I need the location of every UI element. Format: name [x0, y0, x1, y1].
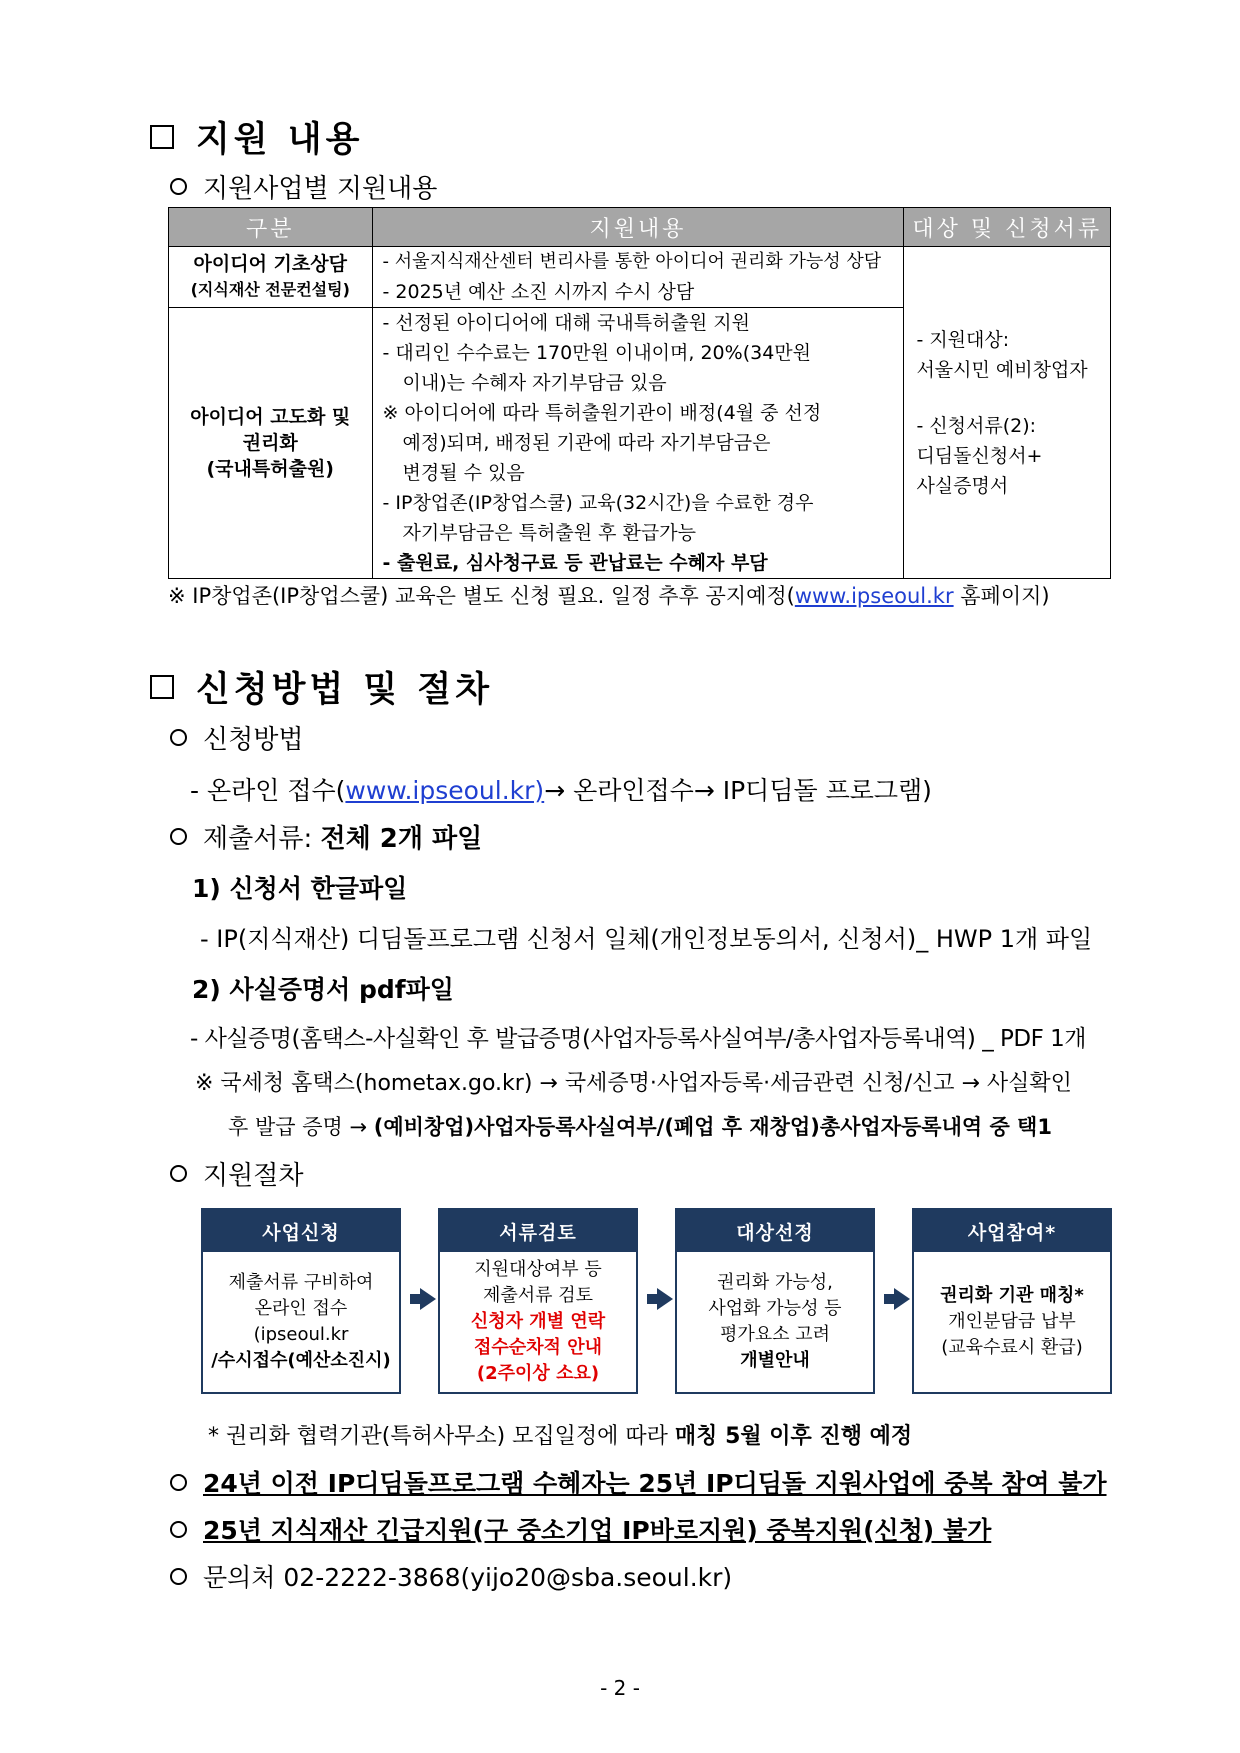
ipseoul-link[interactable]: www.ipseoul.kr)	[345, 776, 545, 805]
circle-bullet-icon	[170, 178, 187, 195]
subsection-docs: 제출서류: 전체 2개 파일	[170, 818, 482, 855]
education-note: ※ IP창업존(IP창업스쿨) 교육은 별도 신청 필요. 일정 추후 공지예정(www.ipseoul.kr 홈페이지)	[168, 584, 1050, 608]
flow-step-selection: 대상선정 권리화 가능성, 사업화 가능성 등 평가요소 고려 개별안내	[675, 1208, 875, 1394]
target-and-docs: - 지원대상: 서울시민 예비창업자 - 신청서류(2): 디딤돌신청서+ 사실증명서	[904, 247, 1111, 579]
subsection-method: 신청방법	[170, 719, 303, 756]
notice-duplicate-support: 25년 지식재산 긴급지원(구 중소기업 IP바로지원) 중복지원(신청) 불가	[170, 1511, 991, 1547]
table-header: 대상 및 신청서류	[904, 208, 1111, 247]
circle-bullet-icon	[170, 1165, 187, 1182]
doc2-note-cont: 후 발급 증명 → (예비창업)사업자등록사실여부/(폐업 후 재창업)총사업자등록내역 중 택1	[228, 1115, 1052, 1139]
arrow-right-icon	[657, 1288, 673, 1310]
support-table	[168, 207, 1111, 579]
doc1-desc: - IP(지식재산) 디딤돌프로그램 신청서 일체(개인정보동의서, 신청서)_ HWP 1개 파일	[200, 925, 1093, 953]
notice-duplicate-participation: 24년 이전 IP디딤돌프로그램 수혜자는 25년 IP디딤돌 지원사업에 중복 참여 불가	[170, 1464, 1107, 1500]
contact-info: 문의처 02-2222-3868(yijo20@sba.seoul.kr)	[170, 1558, 732, 1594]
table-header-row	[169, 208, 1111, 247]
section-title-support: 지원 내용	[150, 112, 363, 162]
doc2-title: 2) 사실증명서 pdf파일	[192, 975, 454, 1004]
subsection-support-by-program: 지원사업별 지원내용	[170, 168, 437, 205]
circle-bullet-icon	[170, 828, 187, 845]
circle-bullet-icon	[170, 729, 187, 746]
ipseoul-link[interactable]: www.ipseoul.kr	[794, 584, 954, 608]
doc2-note: ※ 국세청 홈택스(hometax.go.kr) → 국세증명·사업자등록·세금관련 신청/신고 → 사실확인	[195, 1071, 1072, 1096]
method-desc: - 온라인 접수(www.ipseoul.kr)→ 온라인접수→ IP디딤돌 프로그램)	[190, 776, 932, 805]
row-content-basic: - 서울지식재산센터 변리사를 통한 아이디어 권리화 가능성 상담 - 2025년 예산 소진 시까지 수시 상담	[372, 247, 904, 308]
table-header: 지원내용	[372, 208, 904, 247]
doc2-desc: - 사실증명(홈택스-사실확인 후 발급증명(사업자등록사실여부/총사업자등록내역) _ PDF 1개	[190, 1026, 1086, 1052]
checkbox-square-icon	[150, 675, 174, 699]
row-name-basic: 아이디어 기초상담 (지식재산 전문컨설팅)	[169, 247, 373, 308]
circle-bullet-icon	[170, 1521, 187, 1538]
flow-note: * 권리화 협력기관(특허사무소) 모집일정에 따라 매칭 5월 이후 진행 예정	[208, 1424, 913, 1449]
page-number: - 2 -	[600, 1676, 640, 1700]
doc1-title: 1) 신청서 한글파일	[192, 874, 408, 903]
flow-step-participation: 사업참여* 권리화 기관 매칭* 개인분담금 납부 (교육수료시 환급)	[912, 1208, 1112, 1394]
circle-bullet-icon	[170, 1474, 187, 1491]
arrow-right-icon	[420, 1288, 436, 1310]
section-title-application: 신청방법 및 절차	[150, 662, 493, 712]
flow-step-review: 서류검토 지원대상여부 등 제출서류 검토 신청자 개별 연락 접수순차적 안내 (2주이상 소요)	[438, 1208, 638, 1394]
row-content-advanced: - 선정된 아이디어에 대해 국내특허출원 지원 - 대리인 수수료는 170만원 이내이며, 20%(34만원 이내)는 수혜자 자기부담금 있음 ※ 아이디어에 따라 특허출원기관이 배정(4월 중 선정 예정)되며, 배정된 기관에 따라 자기부담금은 변경될 수 있음 - IP창업존(IP창업스쿨) 교육(32시간)을 수료한 경우 자기부담금은 특허출원 후 환급가능 - 출원료, 심사청구료 등 관납료는 수혜자 부담	[372, 308, 904, 579]
checkbox-square-icon	[150, 125, 174, 149]
circle-bullet-icon	[170, 1568, 187, 1585]
table-header: 구분	[169, 208, 373, 247]
subsection-procedure: 지원절차	[170, 1155, 303, 1192]
table-row	[169, 247, 1111, 308]
arrow-right-icon	[894, 1288, 910, 1310]
row-name-advanced: 아이디어 고도화 및 권리화 (국내특허출원)	[169, 308, 373, 579]
flow-step-apply: 사업신청 제출서류 구비하여 온라인 접수 (ipseoul.kr /수시접수(예산소진시)	[201, 1208, 401, 1394]
